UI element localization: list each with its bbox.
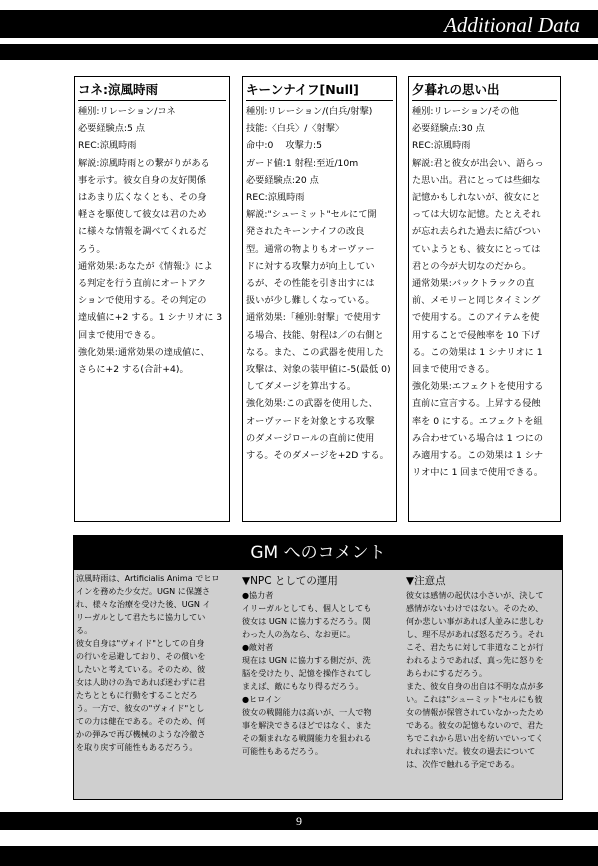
card-text-line: 回まで使用できる。 — [412, 364, 495, 376]
card-text-line: 率を 0 にする。エフェクトを組 — [412, 415, 543, 427]
card-text-line: さらに+2 する(合計+4)。 — [78, 364, 189, 376]
footer-rule — [0, 846, 598, 866]
gm-text-line: こそ、君たちに対して非道なことが行 — [406, 642, 544, 652]
gm-text-line: わった人の為なら、なお更に。 — [242, 629, 356, 639]
card-text-line: 事を示す。彼女自身の友好関係 — [78, 174, 206, 186]
gm-comment-box — [73, 535, 563, 800]
card-text-line: 達成値に+2 する。1 シナリオに 3 — [78, 312, 223, 324]
card-text-line: で使用する。このアイテムを使 — [412, 312, 540, 324]
gm-text-line: れ、様々な治療を受けた後、UGN イ — [76, 599, 211, 609]
card-text-line: ガード値:1 射程:至近/10m — [246, 157, 359, 169]
card-text-line: 直前に宣言する。上昇する侵蝕 — [412, 398, 541, 410]
gm-text-line: 彼女は UGN に協力するだろう。関 — [242, 616, 371, 626]
gm-text-line: 何か悲しい事があれば人並みに悲しむ — [406, 616, 544, 626]
card-text-line: る。この効果は 1 シナリオに 1 — [412, 346, 543, 358]
gm-text-line: したいと考えている。そのため、彼 — [76, 664, 206, 674]
gm-text-line: 涼風時雨は、Artificialis Anima でヒロ — [76, 573, 220, 583]
card-text-line: オーヴァードを対象とする攻撃 — [246, 415, 375, 427]
card-text-line: 回まで使用できる。 — [78, 329, 161, 341]
card-text-line: るが、その性能を引き出すには — [246, 278, 375, 290]
card-text-line: 軽さを駆使して彼女は君のため — [78, 209, 207, 221]
card-text-line: 攻撃は、対象の装甲値に-5(最低 0) — [246, 364, 391, 376]
page-number: 9 — [296, 814, 302, 828]
card-text-line: 必要経験点:30 点 — [412, 123, 485, 135]
card-text-line: 強化効果:通常効果の達成値に、 — [78, 346, 210, 358]
card-text-line: 通常効果:「種別:射撃」で使用す — [246, 312, 381, 324]
card-title: コネ:涼風時雨 — [78, 81, 226, 101]
card-title: キーンナイフ[Null] — [246, 81, 393, 101]
card-text-line: リオ中に 1 回まで使用できる。 — [412, 467, 544, 479]
gm-text-line: かの弾みで再び機械のような冷徹さ — [76, 729, 206, 739]
card-text-line: 通常効果:あなたが《情報:》によ — [78, 260, 213, 272]
gm-text-line: われるようであれば、真っ先に怒りを — [406, 655, 544, 665]
card-text-line: が忘れ去られた過去に結びつい — [412, 226, 541, 238]
gm-text-line: 彼女は感情の起伏は小さいが、決して — [406, 590, 544, 600]
card-text-line: ションで使用する。その判定の — [78, 295, 207, 307]
gm-text-line: 可能性もあるだろう。 — [242, 746, 323, 756]
card-text-line: 通常効果:バックトラックの直 — [412, 278, 535, 290]
gm-text-line: る。 — [76, 625, 93, 635]
card-text-line: REC:涼風時雨 — [412, 140, 471, 152]
gm-text-line: である。彼女の記憶もないので、君た — [406, 720, 544, 730]
card-text-line: 技能:〈白兵〉/〈射撃〉 — [246, 123, 345, 135]
card-text-line: 解説:君と彼女が出会い、語らっ — [412, 157, 544, 169]
header-rule — [0, 44, 598, 60]
card-text-line: ていようとも、彼女にとっては — [412, 243, 541, 255]
card-text-line: はあまり広くなくとも、その身 — [78, 192, 207, 204]
gm-text-line: 事を解決できるほどではなく、また — [242, 720, 372, 730]
card-text-line: のダメージロールの直前に使用 — [246, 432, 375, 444]
card-text-line: 解説:"シューミット"セルにて開 — [246, 209, 377, 221]
card-text-line: 君との今が大切なのだから。 — [412, 260, 532, 272]
gm-text-line: ●ヒロイン — [242, 694, 282, 704]
gm-text-line: あらわにするだろう。 — [406, 668, 487, 678]
gm-text-line: 脳を受けたり、記憶を操作されてし — [242, 668, 372, 678]
gm-text-line: し、理不尽があれば怒るだろう。それ — [406, 629, 544, 639]
gm-text-line: を取り戻す可能性もあるだろう。 — [76, 742, 198, 752]
card-text-line: に様々な情報を調べてくれるだ — [78, 226, 207, 238]
gm-text-line: まえば、敵にもなり得るだろう。 — [242, 681, 364, 691]
gm-text-line: その類まれなる戦闘能力を狙われる — [242, 733, 372, 743]
card-text-line: REC:涼風時雨 — [78, 140, 137, 152]
card-text-line: 記憶かもしれないが、彼女にと — [412, 192, 541, 204]
card-text-line: み合わせている場合は 1 つにの — [412, 432, 544, 444]
gm-text-line: たちとともに行動をすることだろ — [76, 690, 198, 700]
gm-text-line: れれば幸いだ。彼女の過去について — [406, 746, 536, 756]
card-text-line: なる。また、この武器を使用した — [246, 346, 384, 358]
card-text-line: る判定を行う直前にオートアク — [78, 278, 207, 290]
card-text-line: 解説:涼風時雨との繋がりがある — [78, 157, 210, 169]
card-text-line: っては大切な記憶。たとえそれ — [412, 209, 541, 221]
gm-text-line: 感情がないわけではない。そのため、 — [406, 603, 544, 613]
footer-bar — [0, 812, 598, 830]
page-header-title: Additional Data — [444, 13, 580, 37]
card-text-line: み適用する。この効果は 1 シナ — [412, 450, 544, 462]
card-text-line: た思い出。君にとっては些細な — [412, 174, 541, 186]
gm-text-line: ちでこれから思い出を紡いでいってく — [406, 733, 544, 743]
gm-text-line: う。一方で、彼女の"ヴォイド"とし — [76, 703, 205, 713]
item-card-dusk-memory — [408, 76, 561, 522]
card-text-line: ろう。 — [78, 243, 106, 255]
gm-text-line: 女は人助けの為であれば迷わずに君 — [76, 677, 206, 687]
card-text-line: 種別:リレーション/(白兵/射撃) — [246, 106, 373, 117]
gm-text-line: は、次作で触れる予定である。 — [406, 759, 520, 769]
card-text-line: 発されたキーンナイフの改良 — [246, 226, 365, 238]
gm-text-line: リーガルとして君たちに協力してい — [76, 612, 206, 622]
gm-text-line: インを務めた少女だ。UGN に保護さ — [76, 586, 211, 596]
card-text-line: 扱いが少し難しくなっている。 — [246, 295, 375, 307]
gm-text-line: 女の情報が保管されていなかったため — [406, 707, 544, 717]
gm-comment-heading: GM へのコメント — [74, 536, 562, 570]
card-text-line: る場合、技能、射程は／の右側と — [246, 329, 384, 341]
gm-column-cautions — [406, 574, 562, 771]
gm-text-line: また、彼女自身の出自は不明な点が多 — [406, 681, 544, 691]
gm-column-npc-usage — [242, 574, 400, 758]
gm-column-title: ▼NPC としての運用 — [242, 575, 338, 587]
gm-text-line: い。これは"シューミット"セルにも彼 — [406, 694, 543, 704]
gm-column-intro — [76, 572, 236, 754]
card-text-line: 命中:0 攻撃力:5 — [246, 140, 322, 152]
card-text-line: 用することで侵蝕率を 10 下げ — [412, 329, 540, 341]
gm-text-line: 彼女の戦闘能力は高いが、一人で物 — [242, 707, 372, 717]
card-text-line: REC:涼風時雨 — [246, 192, 305, 204]
gm-column-title: ▼注意点 — [406, 575, 446, 587]
card-text-line: 型。通常の物よりもオーヴァー — [246, 243, 375, 255]
gm-text-line: の行いを忌避しており、その償いを — [76, 651, 206, 661]
card-text-line: 強化効果:エフェクトを使用する — [412, 381, 544, 393]
card-text-line: 強化効果:この武器を使用した、 — [246, 398, 378, 410]
card-text-line: する。そのダメージを+2D する。 — [246, 450, 389, 462]
card-text-line: してダメージを算出する。 — [246, 381, 357, 393]
gm-text-line: イリーガルとしても、個人としても — [242, 603, 372, 613]
gm-text-line: 現在は UGN に協力する側だが、洗 — [242, 655, 371, 665]
card-text-line: 前、メモリーと同じタイミング — [412, 295, 541, 307]
gm-text-line: ●協力者 — [242, 590, 274, 600]
card-text-line: ドに対する攻撃力が向上してい — [246, 260, 375, 272]
item-card-keen-knife — [242, 76, 397, 522]
item-card-kone — [74, 76, 230, 522]
card-title: 夕暮れの思い出 — [412, 81, 557, 101]
gm-text-line: ●敵対者 — [242, 642, 274, 652]
card-text-line: 必要経験点:5 点 — [78, 123, 145, 135]
gm-text-line: ての力は健在である。そのため、何 — [76, 716, 206, 726]
card-text-line: 種別:リレーション/コネ — [78, 106, 176, 117]
card-text-line: 種別:リレーション/その他 — [412, 106, 519, 117]
gm-text-line: 彼女自身は"ヴォイド"としての自身 — [76, 638, 205, 648]
card-text-line: 必要経験点:20 点 — [246, 174, 319, 186]
